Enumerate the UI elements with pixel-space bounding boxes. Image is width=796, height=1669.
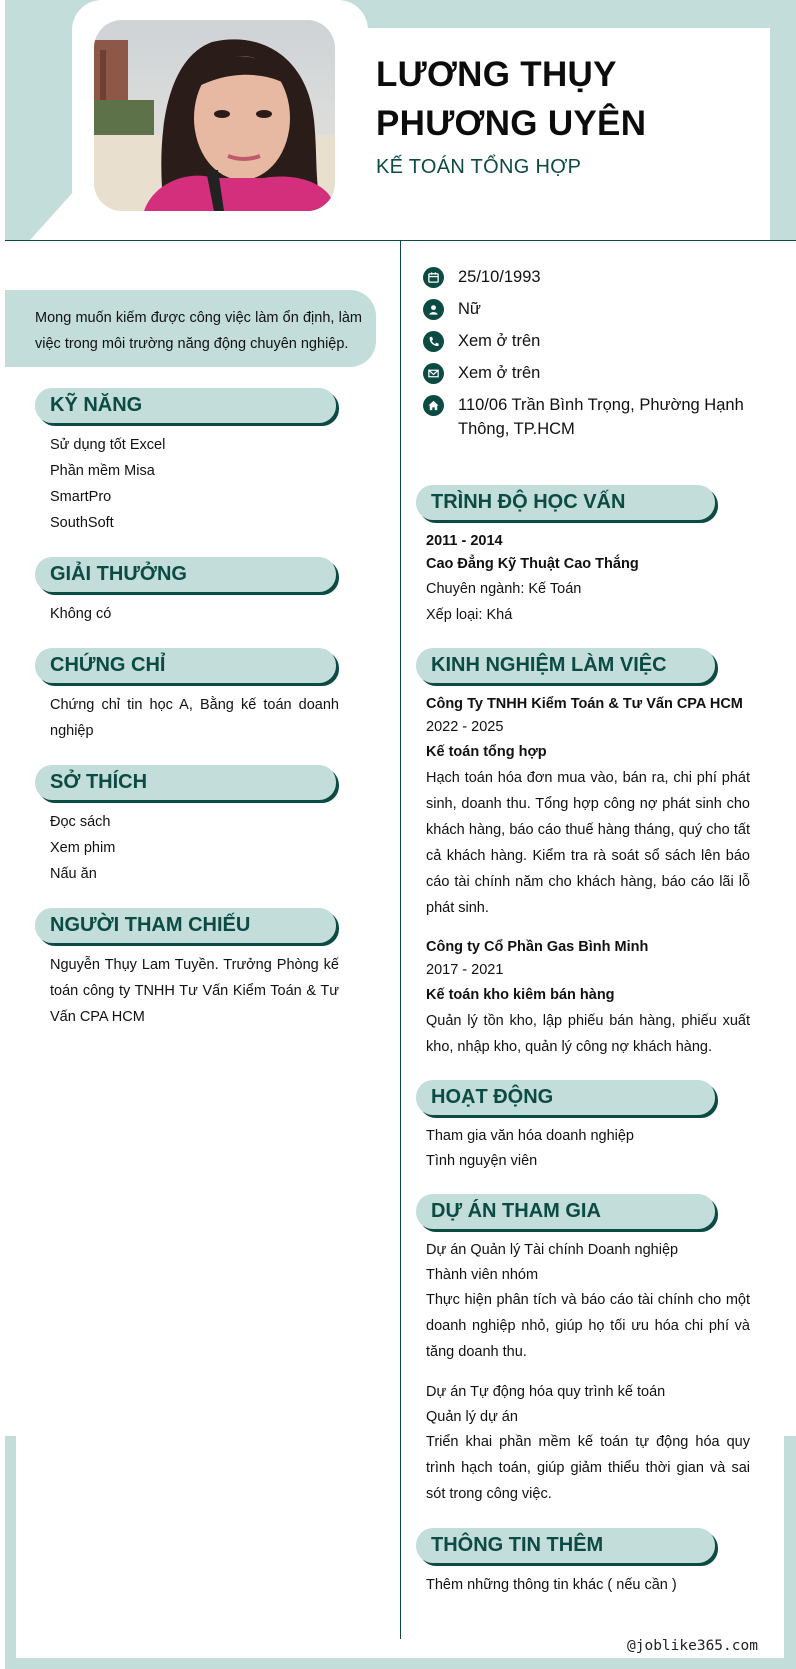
address: 110/06 Trần Bình Trọng, Phường Hạnh Thông, TP.HCM xyxy=(458,396,744,438)
photo-frame-notch xyxy=(30,190,75,240)
job-company: Công Ty TNHH Kiểm Toán & Tư Vấn CPA HCM xyxy=(426,696,743,712)
references-text: Nguyễn Thụy Lam Tuyền. Trưởng Phòng kế toán công ty TNHH Tư Vấn Kiểm Toán & Tư Vấn CPA HCM xyxy=(50,957,339,1025)
watermark: @joblike365.com xyxy=(627,1638,758,1654)
job-position: Kế toán kho kiêm bán hàng xyxy=(426,987,615,1003)
career-objective: Mong muốn kiếm được công việc làm ổn định, làm việc trong môi trường năng động chuyên nghiệp. xyxy=(5,290,376,367)
skills-heading: KỸ NĂNG xyxy=(35,388,336,423)
frame-right xyxy=(784,1436,796,1658)
skill-item: Sử dụng tốt Excel xyxy=(50,437,166,453)
job-description: Hạch toán hóa đơn mua vào, bán ra, chi phí phát sinh, doanh thu. Tổng hợp công nợ phát sinh cho khách hàng, báo cáo thuế hàng tháng, quý cho tất cả khách hàng. Kiểm tra rà soát sổ sách lên báo cáo tài chính năm cho khách hàng, báo cáo lãi lỗ phát sinh. xyxy=(426,770,750,916)
hobby-item: Nấu ăn xyxy=(50,866,97,882)
phone-icon xyxy=(423,331,444,352)
candidate-name xyxy=(376,50,756,148)
project-role: Thành viên nhóm xyxy=(426,1267,539,1283)
project-description: Triển khai phần mềm kế toán tự động hóa quy trình hạch toán, giúp giảm thiểu thời gian và sai sót trong công việc. xyxy=(426,1434,750,1502)
user-icon xyxy=(423,299,444,320)
column-divider xyxy=(400,241,401,1639)
mail-icon xyxy=(423,363,444,384)
birthday-row xyxy=(423,265,541,289)
certificates-text: Chứng chỉ tin học A, Bằng kế toán doanh nghiệp xyxy=(50,697,339,739)
email: Xem ở trên xyxy=(458,364,541,382)
phone-row xyxy=(423,329,540,353)
project-description: Thực hiện phân tích và báo cáo tài chính cho một doanh nghiệp nhỏ, giúp họ tối ưu hóa chi phí và tăng doanh thu. xyxy=(426,1292,750,1360)
home-icon xyxy=(423,395,444,416)
project-name: Dự án Quản lý Tài chính Doanh nghiệp xyxy=(426,1242,679,1258)
education-heading: TRÌNH ĐỘ HỌC VẤN xyxy=(416,485,715,520)
hobbies-heading: SỞ THÍCH xyxy=(35,765,336,800)
project-name: Dự án Tự động hóa quy trình kế toán xyxy=(426,1384,666,1400)
skill-item: SmartPro xyxy=(50,489,112,505)
frame-bottom xyxy=(5,1658,796,1669)
extra-info-heading: THÔNG TIN THÊM xyxy=(416,1528,715,1563)
extra-info-text: Thêm những thông tin khác ( nếu cần ) xyxy=(426,1577,677,1593)
hobby-item: Đọc sách xyxy=(50,814,111,830)
name-line-2: PHƯƠNG UYÊN xyxy=(376,104,647,143)
activity-item: Tình nguyện viên xyxy=(426,1153,538,1169)
gender-row xyxy=(423,297,481,321)
profile-photo xyxy=(94,20,335,211)
job-title: KẾ TOÁN TỔNG HỢP xyxy=(376,156,582,178)
education-major: Chuyên ngành: Kế Toán xyxy=(426,581,582,597)
references-heading: NGƯỜI THAM CHIẾU xyxy=(35,908,336,943)
job-period: 2022 - 2025 xyxy=(426,719,504,735)
awards-heading: GIẢI THƯỞNG xyxy=(35,557,336,592)
hobby-item: Xem phim xyxy=(50,840,116,856)
email-row xyxy=(423,361,540,385)
job-description: Quản lý tồn kho, lập phiếu bán hàng, phiếu xuất kho, nhập kho, quản lý công nợ khách hàng. xyxy=(426,1013,750,1055)
frame-left xyxy=(5,1436,16,1658)
education-years: 2011 - 2014 xyxy=(426,533,503,549)
education-grade: Xếp loại: Khá xyxy=(426,607,513,623)
gender: Nữ xyxy=(458,300,481,318)
skill-item: Phần mềm Misa xyxy=(50,463,155,479)
birthday: 25/10/1993 xyxy=(458,268,541,286)
address-row xyxy=(423,393,763,441)
certificates-heading: CHỨNG CHỈ xyxy=(35,648,336,683)
education-school: Cao Đẳng Kỹ Thuật Cao Thắng xyxy=(426,556,639,572)
projects-heading: DỰ ÁN THAM GIA xyxy=(416,1194,715,1229)
calendar-icon xyxy=(423,267,444,288)
skill-item: SouthSoft xyxy=(50,515,114,531)
job-period: 2017 - 2021 xyxy=(426,962,504,978)
phone: Xem ở trên xyxy=(458,332,541,350)
job-position: Kế toán tổng hợp xyxy=(426,744,547,760)
experience-heading: KINH NGHIỆM LÀM VIỆC xyxy=(416,648,715,683)
project-role: Quản lý dự án xyxy=(426,1409,518,1425)
activities-heading: HOẠT ĐỘNG xyxy=(416,1080,715,1115)
name-line-1: LƯƠNG THỤY xyxy=(376,55,617,94)
activity-item: Tham gia văn hóa doanh nghiệp xyxy=(426,1128,634,1144)
job-company: Công ty Cổ Phần Gas Bình Minh xyxy=(426,939,649,955)
awards-text: Không có xyxy=(50,606,112,622)
